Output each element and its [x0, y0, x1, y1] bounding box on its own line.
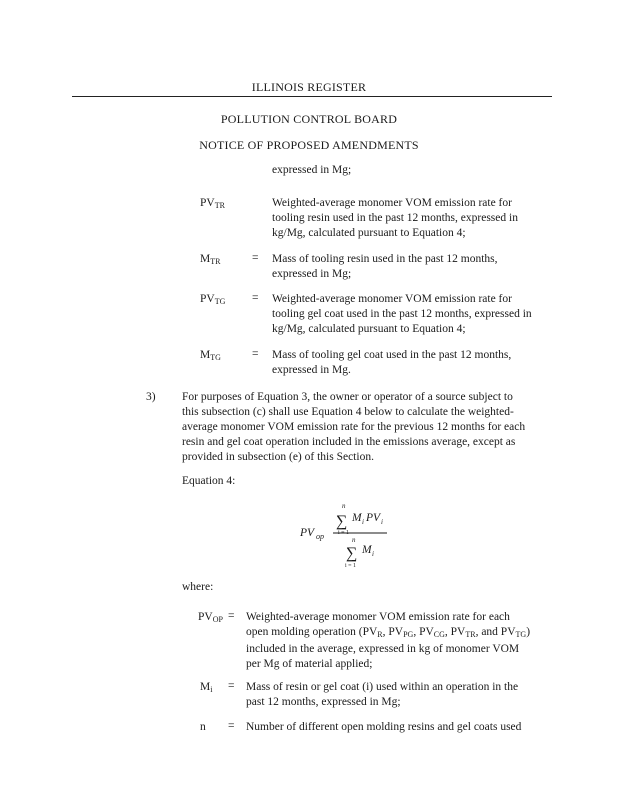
board-title: POLLUTION CONTROL BOARD	[220, 112, 398, 126]
den-upper-limit: n	[352, 536, 356, 544]
continuation-text: expressed in Mg;	[272, 164, 352, 176]
equals-sign: =	[228, 610, 235, 622]
register-title: ILLINOIS REGISTER	[251, 80, 367, 94]
def-symbol: $PV_{TG}$	[200, 293, 226, 306]
equals-sign: =	[228, 720, 235, 732]
sum-upper-limit: n	[342, 502, 346, 510]
def-text: Number of different open molding resins and gel coats used	[246, 721, 522, 733]
def-symbol: $PV_{TR}$	[200, 197, 225, 210]
item-paragraph: For purposes of Equation 3, the owner or operator of a source subject to this subsection (c) shall use Equation 4 below to calculate the weighted- average monomer VOM emission rate for the previous 12 months for each resin and gel coat operation included in the emissions average, except as provided in subsection (e) of this Section.	[182, 391, 526, 463]
notice-title: NOTICE OF PROPOSED AMENDMENTS	[199, 138, 419, 152]
op-list-line: open molding operation ($PV_R$, $PV_{PG}$, $PV_{CG}$, $PV_{TR}$, and $PV_{TG}$)	[246, 626, 531, 639]
def-symbol: $PV_{OP}$	[198, 611, 223, 624]
equals-sign: =	[252, 292, 259, 304]
denominator-m: M	[362, 544, 372, 556]
def-symbol: $M_{TR}$	[200, 253, 221, 266]
den-lower-limit: i = 1	[345, 563, 357, 569]
denominator-sigma: ∑	[346, 545, 358, 562]
numerator-m: M	[352, 512, 362, 524]
def-symbol: n	[200, 721, 206, 733]
def-text: Weighted-average monomer VOM emission rate for each open molding operation ($PV_R$, $PV_{PG}$, $PV_{CG}$, $PV_{TR}$, and $PV_{TG}$) included in the average, expressed in kg of monomer VOM per Mg of material applied;	[246, 611, 531, 670]
def-symbol: $M_{TG}$	[200, 349, 221, 362]
def-text: Weighted-average monomer VOM emission rate for tooling gel coat used in the past 12 months, expressed in kg/Mg, calculated pursuant to Equation 4;	[272, 293, 532, 335]
equals-sign: =	[252, 252, 259, 264]
item-number: 3)	[146, 391, 156, 403]
formula-lhs: PV	[300, 527, 315, 539]
equation-label: Equation 4:	[182, 475, 236, 487]
sum-lower-limit: i = 1	[338, 530, 350, 536]
numerator-pv: PV	[366, 512, 381, 524]
def-text: Weighted-average monomer VOM emission rate for tooling resin used in the past 12 months, expressed in kg/Mg, calculated pursuant to Equation 4;	[272, 197, 518, 239]
numerator-sigma: ∑	[336, 513, 348, 530]
equals-sign: =	[252, 348, 259, 360]
def-text: Mass of resin or gel coat (i) used within an operation in the past 12 months, expressed in Mg;	[246, 681, 519, 708]
equals-sign: =	[228, 680, 235, 692]
denominator-m-sub: i	[372, 550, 374, 558]
numerator-pv-sub: i	[381, 518, 383, 526]
where-label: where:	[182, 581, 214, 593]
def-symbol: $M_i$	[200, 681, 213, 694]
def-text: Mass of tooling resin used in the past 12 months, expressed in Mg;	[272, 253, 498, 280]
def-text: Mass of tooling gel coat used in the past 12 months, expressed in Mg.	[272, 349, 512, 376]
formula-lhs-sub: op	[316, 532, 324, 541]
numerator-m-sub: i	[362, 518, 364, 526]
